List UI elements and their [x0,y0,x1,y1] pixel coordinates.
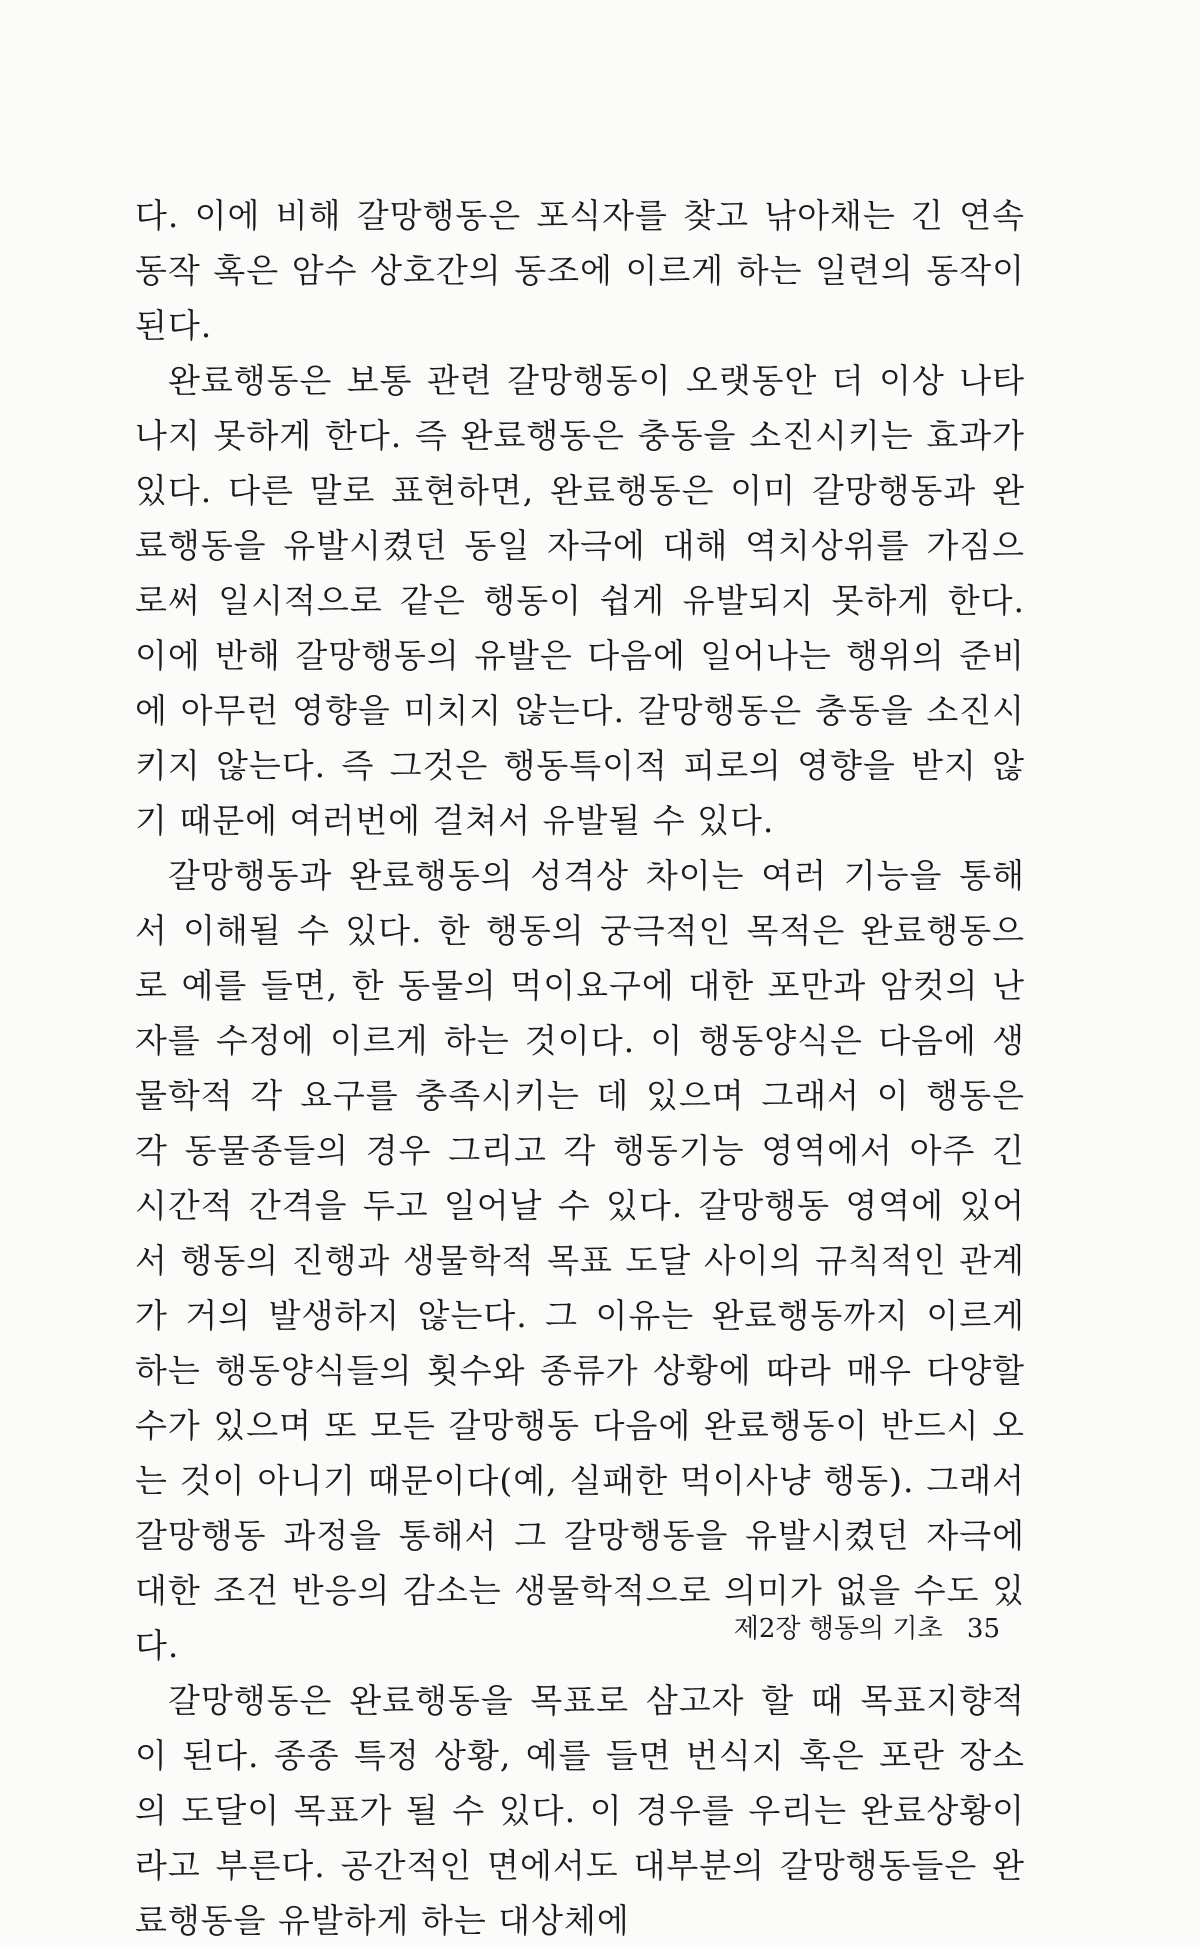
paragraph-4: 갈망행동은 완료행동을 목표로 삼고자 할 때 목표지향적이 된다. 종종 특정 상황, 예를 들면 번식지 혹은 포란 장소의 도달이 목표가 될 수 있다. 이 경우를 우리는 완료상황이라고 부른다. 공간적인 면에서도 대부분의 갈망행동들은 완료행동을 유발하게 하는 대상체에 [135,1681,1026,1940]
page-number: 35 [966,1614,1000,1644]
running-footer-chapter: 제2장 행동의 기초 [733,1614,943,1644]
paragraph-3: 갈망행동과 완료행동의 성격상 차이는 여러 기능을 통해서 이해될 수 있다. 한 행동의 궁극적인 목적은 완료행동으로 예를 들면, 한 동물의 먹이요구에 대한 포만과 암컷의 난자를 수정에 이르게 하는 것이다. 이 행동양식은 다음에 생물학적 각 요구를 충족시키는 데 있으며 그래서 이 행동은 각 동물종들의 경우 그리고 각 행동기능 영역에서 아주 긴 시간적 간격을 두고 일어날 수 있다. 갈망행동 영역에 있어서 행동의 진행과 생물학적 목표 도달 사이의 규칙적인 관계가 거의 발생하지 않는다. 그 이유는 완료행동까지 이르게 하는 행동양식들의 횟수와 종류가 상황에 따라 매우 다양할 수가 있으며 또 모든 갈망행동 다음에 완료행동이 반드시 오는 것이 아니기 때문이다(예, 실패한 먹이사냥 행동). 그래서 갈망행동 과정을 통해서 그 갈망행동을 유발시켰던 자극에 대한 조건 반응의 감소는 생물학적으로 의미가 없을 수도 있다. [135,856,1025,1665]
paragraph-1: 다. 이에 비해 갈망행동은 포식자를 찾고 낚아채는 긴 연속동작 혹은 암수 상호간의 동조에 이르게 하는 일련의 동작이 된다. [135,196,1025,345]
page-footer [734,1608,1000,1645]
paragraph-2: 완료행동은 보통 관련 갈망행동이 오랫동안 더 이상 나타나지 못하게 한다. 즉 완료행동은 충동을 소진시키는 효과가 있다. 다른 말로 표현하면, 완료행동은 이미 갈망행동과 완료행동을 유발시켰던 동일 자극에 대해 역치상위를 가짐으로써 일시적으로 같은 행동이 쉽게 유발되지 못하게 한다. 이에 반해 갈망행동의 유발은 다음에 일어나는 행위의 준비에 아무런 영향을 미치지 않는다. 갈망행동은 충동을 소진시키지 않는다. 즉 그것은 행동특이적 피로의 영향을 받지 않기 때문에 여러번에 걸쳐서 유발될 수 있다. [135,361,1025,840]
body-text [135,188,1025,1948]
